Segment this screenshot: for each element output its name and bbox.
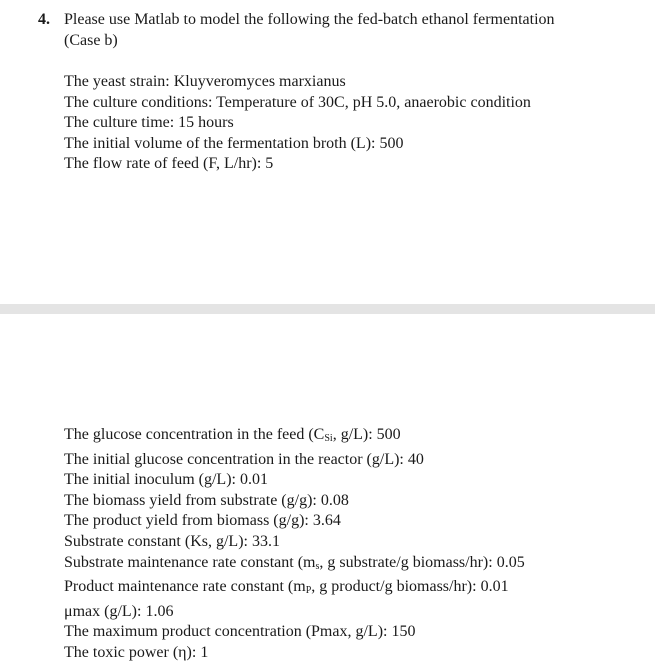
culture-time-line: The culture time: 15 hours: [64, 114, 234, 132]
initial-volume-line: The initial volume of the fermentation broth (L): 500: [64, 134, 404, 152]
glucose-feed-subscript: Si: [324, 433, 333, 444]
question-text: [64, 9, 644, 51]
yeast-strain-line: The yeast strain: Kluyveromyces marxianus: [64, 73, 346, 90]
page-separator: [0, 304, 655, 314]
product-maintenance-line: [64, 577, 644, 602]
page-top-section: [0, 0, 655, 304]
question-text-line: Please use Matlab to model the following the fed-batch ethanol fermentation: [64, 11, 555, 28]
substrate-maintenance-text: Substrate maintenance rate constant (m: [64, 553, 316, 571]
culture-conditions-line: The culture conditions: Temperature of 30C, pH 5.0, anaerobic condition: [64, 93, 531, 111]
product-maintenance-text: Product maintenance rate constant (m: [64, 578, 306, 596]
product-yield-line: The product yield from biomass (g/g): 3.64: [64, 512, 341, 530]
umax-line: μmax (g/L): 1.06: [64, 602, 174, 620]
product-maintenance-value: , g product/g biomass/hr): 0.01: [311, 578, 509, 596]
substrate-maintenance-line: [64, 553, 644, 578]
feed-flow-rate-line: The flow rate of feed (F, L/hr): 5: [64, 155, 274, 173]
pmax-line: The maximum product concentration (Pmax, g/L): 150: [64, 623, 416, 641]
biomass-yield-line: The biomass yield from substrate (g/g): 0.08: [64, 491, 349, 509]
glucose-feed-value: , g/L): 500: [332, 426, 401, 443]
question-number: 4.: [38, 11, 50, 28]
toxic-power-line: The toxic power (η): 1: [64, 643, 209, 661]
substrate-constant-line: Substrate constant (Ks, g/L): 33.1: [64, 532, 280, 550]
model-parameters: [64, 425, 644, 664]
glucose-feed-line: [64, 425, 644, 450]
initial-glucose-line: The initial glucose concentration in the reactor (g/L): 40: [64, 450, 424, 468]
substrate-maintenance-subscript: s: [315, 560, 320, 572]
culture-conditions: [64, 72, 644, 175]
question-case-label: (Case b): [64, 32, 118, 49]
product-maintenance-subscript: P: [305, 585, 312, 597]
glucose-feed-text: The glucose concentration in the feed (C: [64, 426, 325, 443]
initial-inoculum-line: The initial inoculum (g/L): 0.01: [64, 471, 268, 489]
substrate-maintenance-value: , g substrate/g biomass/hr): 0.05: [319, 553, 525, 571]
